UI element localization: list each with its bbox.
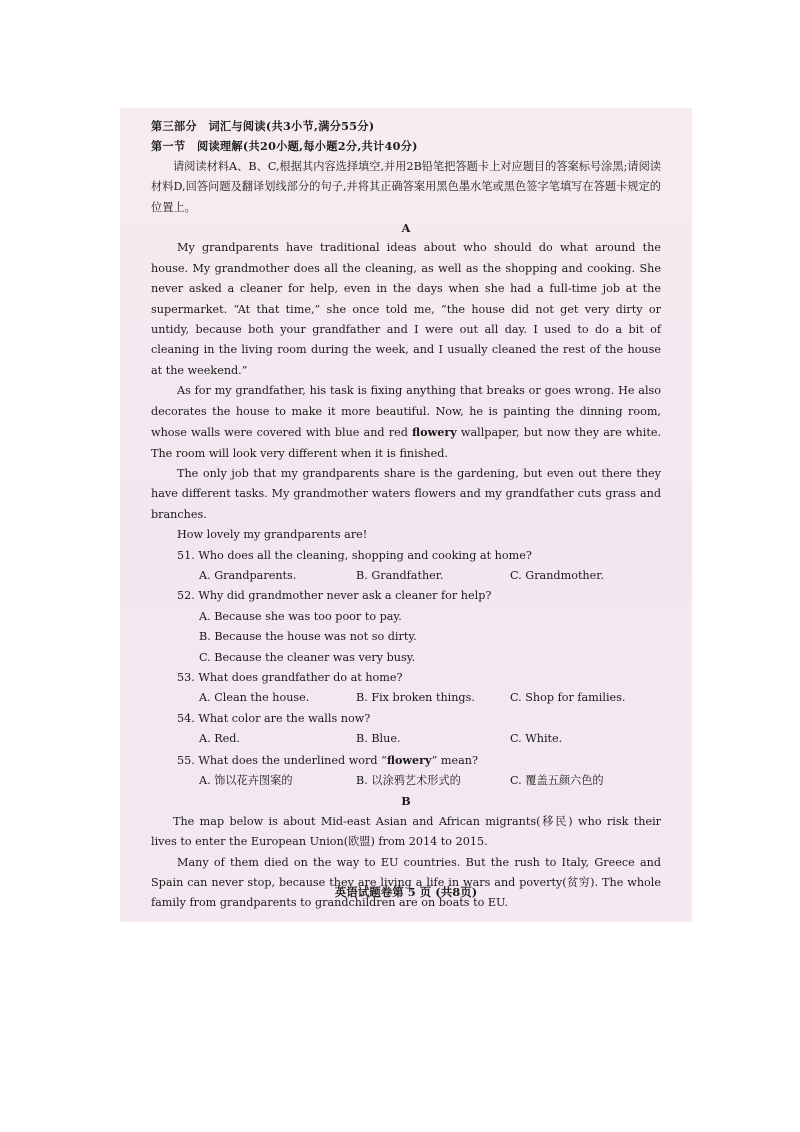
question-options [151, 729, 661, 749]
part-heading: 第三部分 词汇与阅读(共3小节,满分55分) [151, 119, 375, 133]
flowery-word: flowery [412, 425, 457, 440]
option-a: A. Clean the house. [199, 691, 310, 705]
option-b: B. 以涂鸦艺术形式的 [356, 774, 461, 787]
section-heading: 第一节 阅读理解(共20小题,每小题2分,共计40分) [151, 139, 418, 154]
option-b: B. Fix broken things. [356, 691, 475, 705]
question-options [151, 566, 661, 586]
option-c: C. White. [510, 732, 563, 746]
passage-a-paragraph-3: The only job that my grandparents share is the gardening, but even out there they have different tasks. My grandmother waters flowers and my grandfather cuts grass and branches. [151, 466, 661, 521]
exam-content [151, 116, 661, 914]
question-54 [151, 709, 661, 750]
option-c: C. Grandmother. [510, 568, 604, 582]
option-c: C. Shop for families. [510, 691, 626, 705]
option-b: B. Blue. [356, 732, 401, 746]
question-stem [151, 750, 661, 771]
page-footer: 英语试题卷第 5 页 (共8页) [334, 885, 478, 899]
question-55 [151, 750, 661, 792]
option-b: B. Because the house was not so dirty. [199, 630, 417, 644]
instructions: 请阅读材料A、B、C,根据其内容选择填空,并用2B铅笔把答题卡上对应题目的答案标号涂黑;请阅读材料D,回答问题及翻译划线部分的句子,并将其正确答案用黑色墨水笔或黑色签字笔填写在答题卡规定的位置上。 [151, 159, 661, 214]
passage-a-paragraph-1: My grandparents have traditional ideas about who should do what around the house. My grandmother does all the cleaning, as well as the shopping and cooking. She never asked a cleaner for help, even in the days when she had a full-time job at the supermarket. “At that time,” she once told me, “the house did not get very dirty or untidy, because both your grandfather and I were out all day. I used to do a bit of cleaning in the living room during the week, and I usually cleaned the rest of the house at the weekend.” [151, 241, 661, 377]
flowery-word: flowery [386, 752, 432, 767]
option-a: A. Red. [199, 732, 240, 746]
passage-b-paragraph-2: Many of them died on the way to EU countries. But the rush to Italy, Greece and Spain can never stop, because they are living a life in wars and poverty(贫穷). The whole family from grandparents to grandchildren are on boats to EU. [151, 855, 661, 910]
passage-a-paragraph-2 [151, 381, 661, 464]
question-stem: 53. What does grandfather do at home? [177, 670, 403, 684]
option-a: A. 饰以花卉图案的 [199, 774, 293, 787]
p2-text-before: As for my grandfather, his task is fixing anything that breaks or goes wrong. He also decorates the house to make it more beautiful. Now, he is painting the dinning room, whose walls were covered with blue and red [151, 384, 661, 440]
question-options [151, 771, 661, 791]
question-52 [151, 586, 661, 668]
question-stem: 54. What color are the walls now? [177, 711, 371, 725]
option-a: A. Grandparents. [199, 568, 297, 582]
question-53 [151, 668, 661, 709]
question-51 [151, 546, 661, 587]
option-c: C. 覆盖五颜六色的 [510, 774, 604, 787]
passage-b-paragraph-1: The map below is about Mid-east Asian and African migrants(移民) who risk their lives to enter the European Union(欧盟) from 2014 to 2015. [151, 814, 661, 849]
passage-a-paragraph-4: How lovely my grandparents are! [177, 528, 368, 542]
question-options [151, 688, 661, 708]
option-a: A. Because she was too poor to pay. [199, 609, 402, 623]
question-stem: 52. Why did grandmother never ask a cleaner for help? [177, 589, 492, 603]
option-c: C. Because the cleaner was very busy. [199, 650, 416, 664]
question-stem: 51. Who does all the cleaning, shopping and cooking at home? [177, 548, 532, 562]
stem-before: 55. What does the underlined word “ [177, 753, 387, 767]
stem-after: ” mean? [431, 753, 478, 767]
passage-a-label: A [401, 221, 411, 236]
option-b: B. Grandfather. [356, 568, 444, 582]
p2-text-after: wallpaper, but now they are white. The room will look very different when it is finished. [151, 426, 662, 460]
passage-b-label: B [401, 794, 411, 809]
